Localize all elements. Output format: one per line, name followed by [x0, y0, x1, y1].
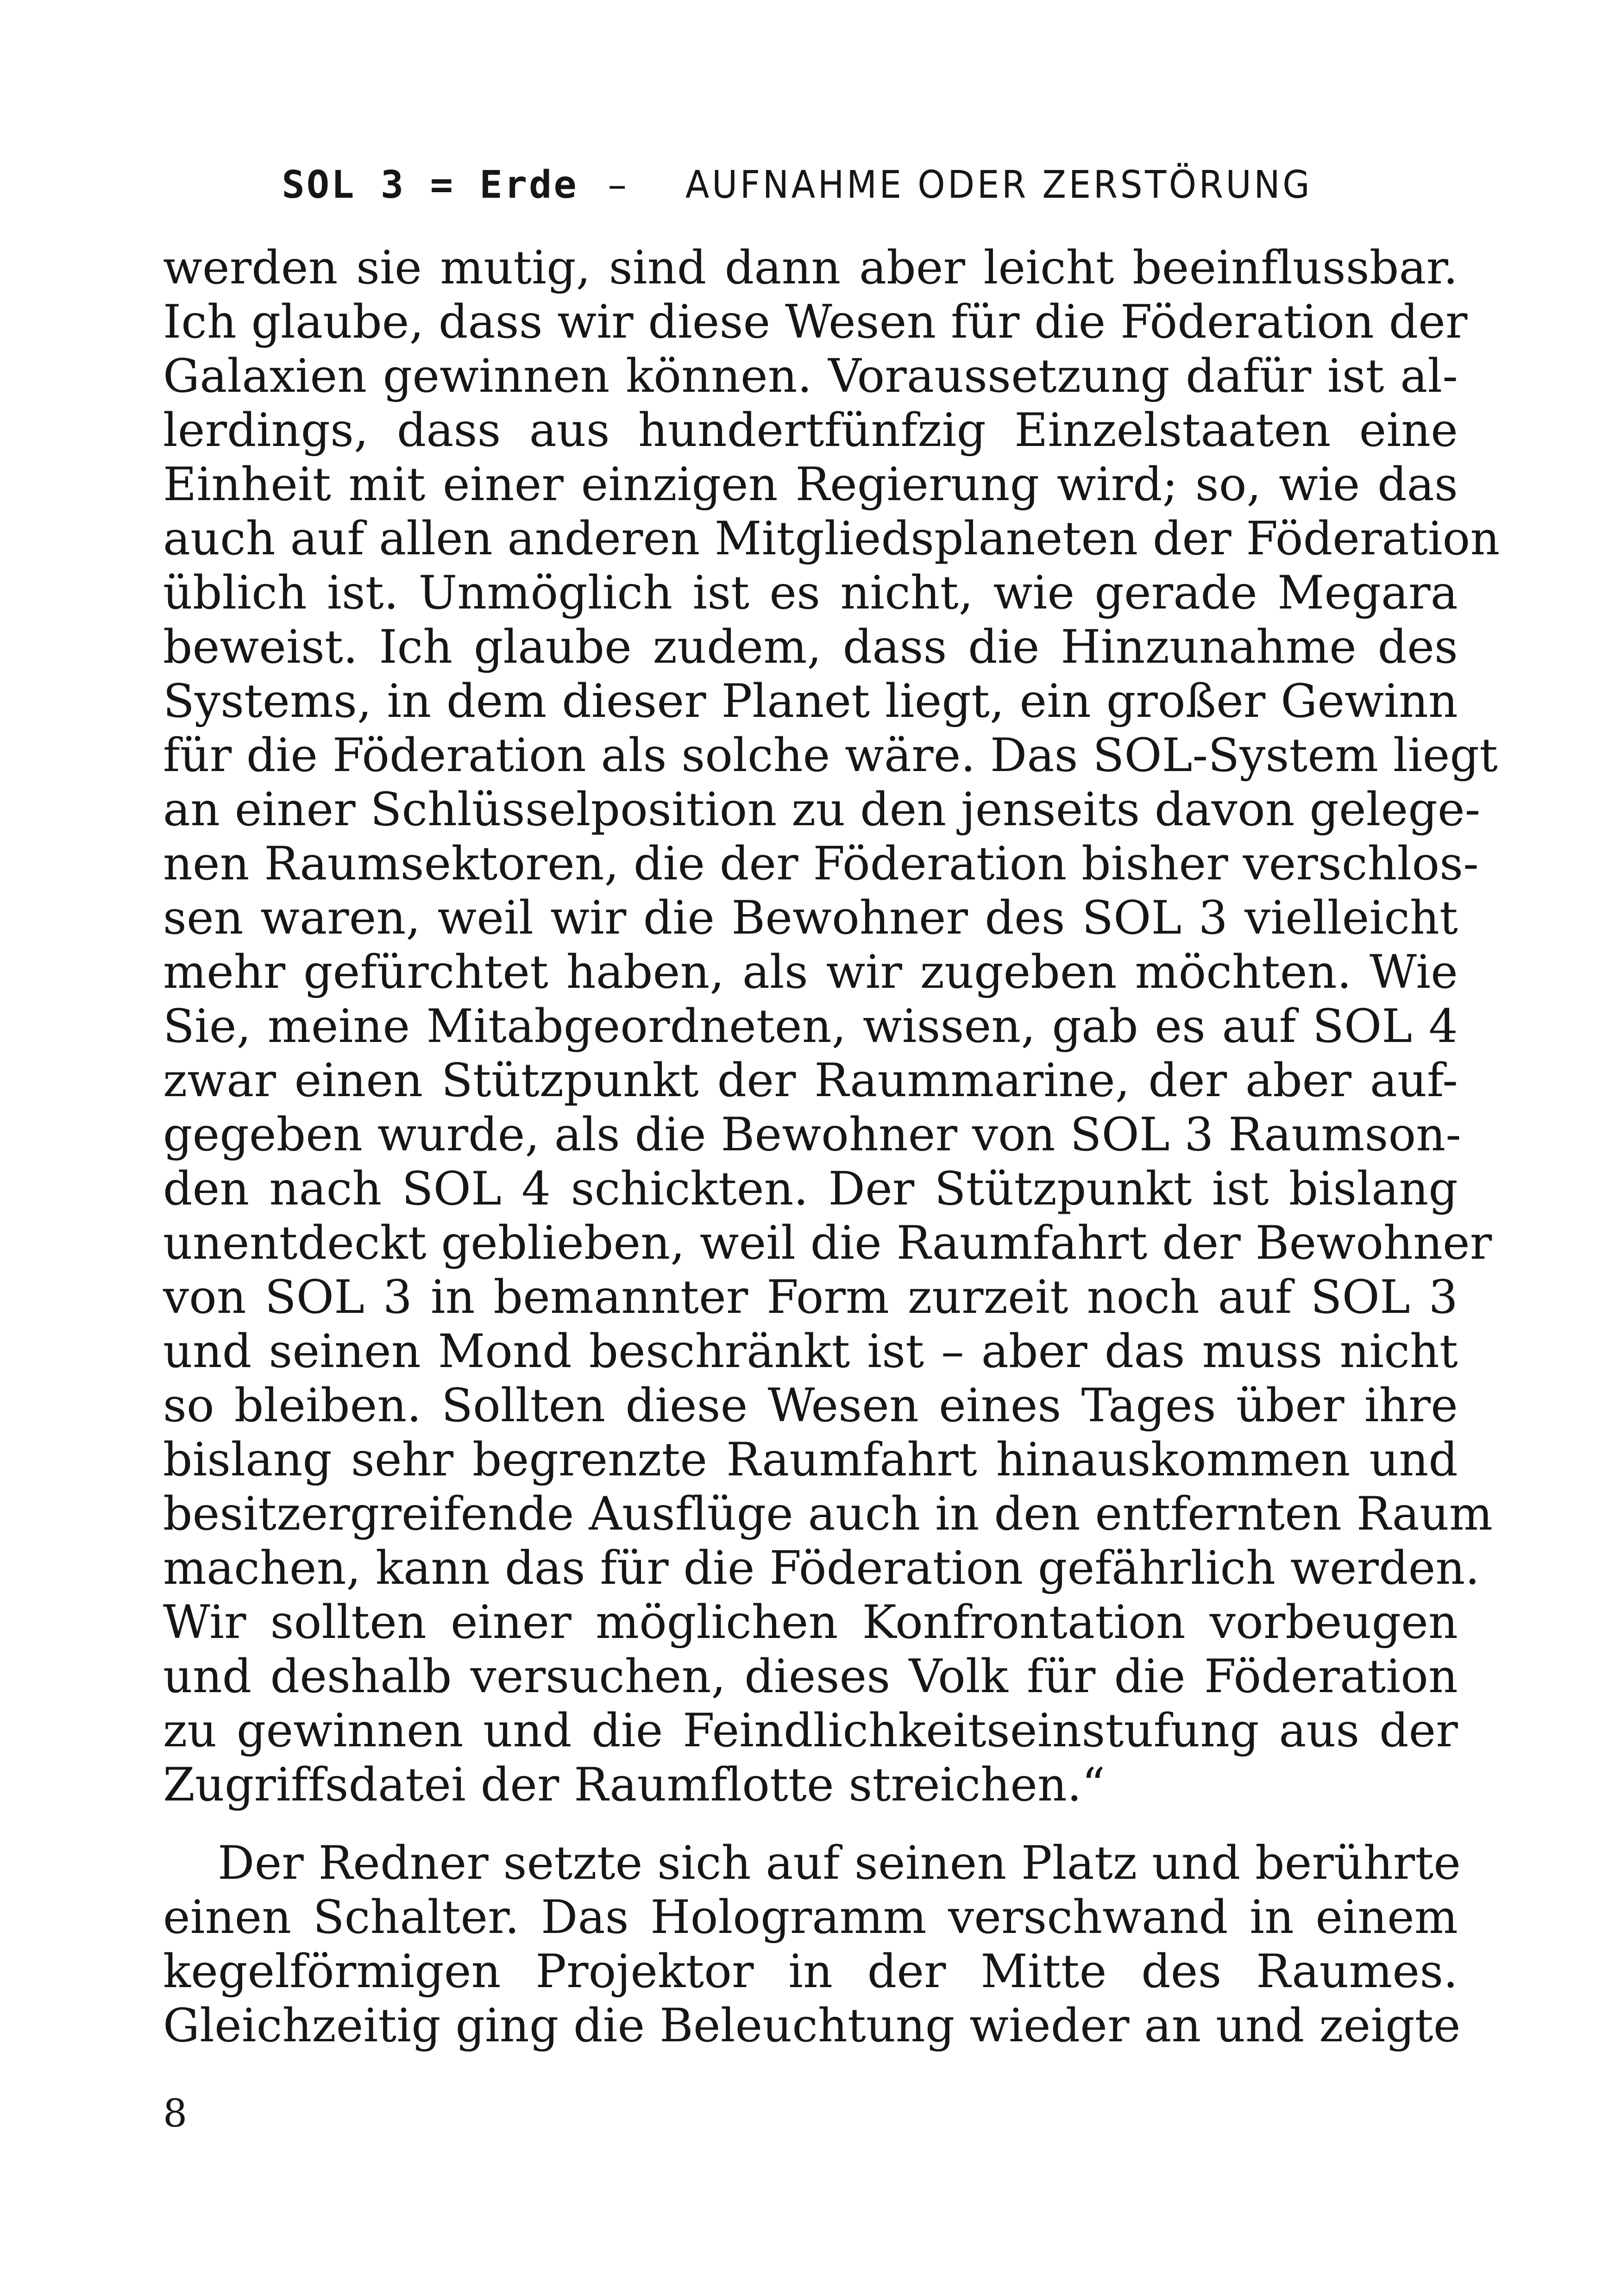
- running-header-separator: –: [608, 163, 629, 207]
- running-header-right: AUFNAHME ODER ZERSTÖRUNG: [685, 163, 1312, 207]
- text-line: besitzergreifende Ausflüge auch in den entfernten Raum: [163, 1487, 1493, 1541]
- text-line: an einer Schlüsselposition zu den jenseits davon gelege-: [163, 783, 1481, 836]
- text-line: machen, kann das für die Föderation gefährlich werden.: [163, 1542, 1480, 1595]
- text-line: so bleiben. Sollten diese Wesen eines Tages über ihre: [163, 1379, 1458, 1432]
- body-text: [163, 241, 1500, 2053]
- text-line: bislang sehr begrenzte Raumfahrt hinauskommen und: [163, 1433, 1458, 1487]
- text-line: lerdings, dass aus hundertfünfzig Einzelstaaten eine: [163, 404, 1458, 457]
- paragraph-gap: [163, 1812, 1458, 1836]
- text-line: Zugriffsdatei der Raumflotte streichen.“: [163, 1758, 1106, 1812]
- running-header-left: SOL 3 = Erde: [282, 163, 578, 207]
- text-line: zwar einen Stützpunkt der Raummarine, der aber auf-: [163, 1054, 1458, 1107]
- text-line: beweist. Ich glaube zudem, dass die Hinzunahme des: [163, 621, 1458, 674]
- text-line: den nach SOL 4 schickten. Der Stützpunkt ist bislang: [163, 1162, 1458, 1216]
- text-line: nen Raumsektoren, die der Föderation bisher verschlos-: [163, 837, 1479, 891]
- text-line: auch auf allen anderen Mitgliedsplaneten der Föderation: [163, 512, 1500, 565]
- text-line: gegeben wurde, als die Bewohner von SOL 3 Raumson-: [163, 1108, 1461, 1161]
- text-line: und seinen Mond beschränkt ist – aber das muss nicht: [163, 1325, 1458, 1378]
- text-line: Einheit mit einer einzigen Regierung wird; so, wie das: [163, 458, 1458, 511]
- text-line: zu gewinnen und die Feindlichkeitseinstufung aus der: [163, 1704, 1458, 1757]
- text-line: mehr gefürchtet haben, als wir zugeben möchten. Wie: [163, 946, 1458, 999]
- paragraph-2: [163, 1836, 1461, 2053]
- text-line: und deshalb versuchen, dieses Volk für die Föderation: [163, 1650, 1458, 1703]
- running-header: [157, 162, 1464, 208]
- text-line: Galaxien gewinnen können. Voraussetzung dafür ist al-: [163, 350, 1458, 403]
- text-line: Gleichzeitig ging die Beleuchtung wieder an und zeigte: [163, 1999, 1461, 2052]
- text-line: für die Föderation als solche wäre. Das SOL-System liegt: [163, 729, 1498, 782]
- text-line: üblich ist. Unmöglich ist es nicht, wie gerade Megara: [163, 566, 1458, 620]
- text-line: von SOL 3 in bemannter Form zurzeit noch auf SOL 3: [163, 1271, 1458, 1324]
- text-line: Ich glaube, dass wir diese Wesen für die Föderation der: [163, 295, 1468, 349]
- text-line: einen Schalter. Das Hologramm verschwand in einem: [163, 1891, 1458, 1944]
- page-number: 8: [163, 2092, 188, 2136]
- text-line: Der Redner setzte sich auf seinen Platz und berührte: [218, 1837, 1461, 1890]
- text-line: kegelförmigen Projektor in der Mitte des Raumes.: [163, 1945, 1458, 1998]
- text-line: unentdeckt geblieben, weil die Raumfahrt der Bewohner: [163, 1217, 1492, 1270]
- text-line: Sie, meine Mitabgeordneten, wissen, gab es auf SOL 4: [163, 1000, 1458, 1053]
- paragraph-1: [163, 241, 1500, 1812]
- text-line: Wir sollten einer möglichen Konfrontation vorbeugen: [163, 1596, 1458, 1649]
- text-line: Systems, in dem dieser Planet liegt, ein großer Gewinn: [163, 675, 1458, 728]
- text-line: werden sie mutig, sind dann aber leicht beeinflussbar.: [163, 241, 1458, 295]
- text-line: sen waren, weil wir die Bewohner des SOL 3 vielleicht: [163, 891, 1458, 945]
